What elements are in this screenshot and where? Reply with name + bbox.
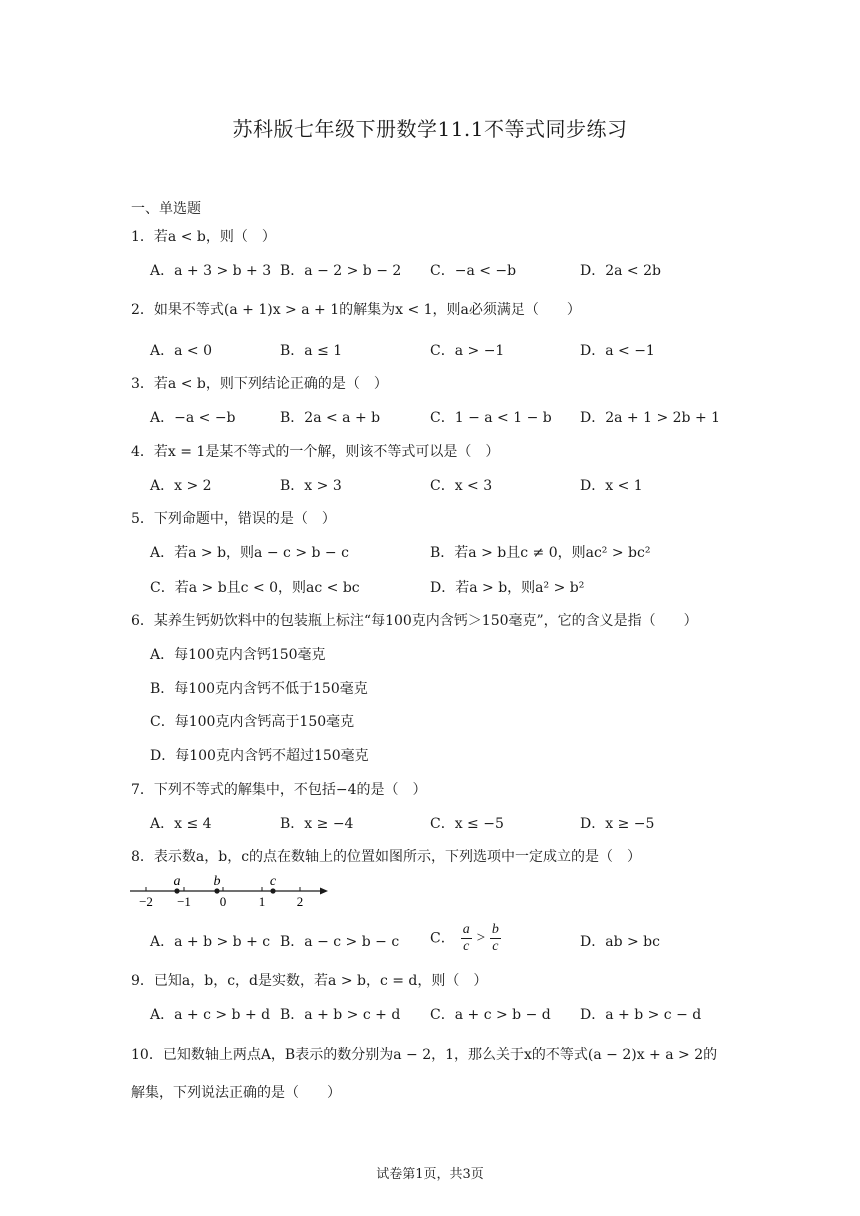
- fraction-denominator: c: [463, 939, 470, 954]
- question-stem: 5．下列命题中，错误的是（ ）: [131, 511, 336, 527]
- option-d: D．x ≥ −5: [580, 816, 655, 832]
- question-stem: 8．表示数a，b，c的点在数轴上的位置如图所示，下列选项中一定成立的是（ ）: [131, 849, 642, 865]
- option-d: D．2a + 1 > 2b + 1: [580, 410, 721, 426]
- option-a: A．每100克内含钙150毫克: [150, 647, 326, 663]
- option-b: B．x > 3: [280, 478, 342, 494]
- section-heading: 一、单选题: [131, 201, 201, 217]
- option-a: A．x ≤ 4: [150, 816, 212, 832]
- arrow-head-icon: [320, 888, 328, 895]
- point-label: b: [213, 874, 221, 889]
- question-stem: 1．若a < b，则（ ）: [131, 229, 276, 245]
- option-c: C．x < 3: [430, 478, 493, 494]
- option-c: C．1 − a < 1 − b: [430, 410, 552, 426]
- tick-label: 2: [296, 894, 304, 909]
- page-footer: 试卷第1页，共3页: [376, 1167, 484, 1182]
- tick-label: −1: [177, 894, 191, 909]
- fraction-denominator: c: [492, 939, 499, 954]
- option-c: C．a + c > b − d: [430, 1007, 551, 1023]
- option-a: A．a + b > b + c: [150, 934, 271, 950]
- option-b: B．a − 2 > b − 2: [280, 263, 402, 279]
- option-d: D．2a < 2b: [580, 263, 661, 279]
- option-d: D．每100克内含钙不超过150毫克: [150, 748, 369, 764]
- option-b: B．x ≥ −4: [280, 816, 354, 832]
- question-stem: 10．已知数轴上两点A，B表示的数分别为a − 2，1，那么关于x的不等式(a − 2)x + a > 2的: [131, 1047, 718, 1063]
- option-c-label: C．: [430, 930, 455, 947]
- option-a: A．−a < −b: [150, 410, 236, 426]
- point-c: [270, 888, 275, 893]
- question-stem: 3．若a < b，则下列结论正确的是（ ）: [131, 376, 388, 392]
- option-b: B．2a < a + b: [280, 410, 381, 426]
- question-stem: 9．已知a，b，c，d是实数，若a > b，c = d，则（ ）: [131, 973, 488, 989]
- fraction-numerator: b: [491, 922, 499, 937]
- option-a: A．若a > b，则a − c > b − c: [150, 545, 349, 561]
- option-d: D．x < 1: [580, 478, 643, 494]
- point-a: [174, 888, 179, 893]
- option-b: B．若a > b且c ≠ 0，则ac² > bc²: [430, 545, 651, 561]
- option-c: C．x ≤ −5: [430, 816, 504, 832]
- point-label: a: [173, 874, 181, 889]
- question-stem: 2．如果不等式(a + 1)x > a + 1的解集为x < 1，则a必须满足（ ）: [131, 302, 581, 318]
- option-d: D．a + b > c − d: [580, 1007, 702, 1023]
- option-c: C．每100克内含钙高于150毫克: [150, 714, 355, 730]
- number-line-figure: [128, 873, 338, 909]
- option-c: [430, 922, 501, 955]
- tick-label: −2: [139, 894, 153, 909]
- option-c: C．若a > b且c < 0，则ac < bc: [150, 580, 360, 596]
- option-b: B．每100克内含钙不低于150毫克: [150, 681, 368, 697]
- question-stem: 7．下列不等式的解集中，不包括−4的是（ ）: [131, 782, 427, 798]
- option-c: C．a > −1: [430, 343, 505, 359]
- option-b: B．a + b > c + d: [280, 1007, 401, 1023]
- fraction-numerator: a: [462, 922, 470, 937]
- fraction: [461, 922, 472, 955]
- fraction: [490, 922, 501, 955]
- option-a: A．x > 2: [150, 478, 212, 494]
- option-d: D．若a > b，则a² > b²: [430, 580, 585, 596]
- option-a: A．a < 0: [150, 343, 212, 359]
- question-stem: 6．某养生钙奶饮料中的包装瓶上标注“每100克内含钙＞150毫克”，它的含义是指（ ）: [131, 613, 698, 629]
- tick-label: 0: [219, 894, 227, 909]
- question-stem: 4．若x = 1是某不等式的一个解，则该不等式可以是（ ）: [131, 444, 500, 460]
- option-d: D．a < −1: [580, 343, 655, 359]
- option-a: A．a + c > b + d: [150, 1007, 271, 1023]
- option-c: C．−a < −b: [430, 263, 517, 279]
- question-stem-continued: 解集，下列说法正确的是（ ）: [131, 1085, 341, 1101]
- option-a: A．a + 3 > b + 3: [150, 263, 272, 279]
- page-title: 苏科版七年级下册数学11.1不等式同步练习: [232, 117, 628, 141]
- point-b: [214, 888, 219, 893]
- option-b: B．a − c > b − c: [280, 934, 400, 950]
- tick-label: 1: [258, 894, 266, 909]
- option-b: B．a ≤ 1: [280, 343, 343, 359]
- point-label: c: [269, 874, 277, 889]
- option-d: D．ab > bc: [580, 934, 660, 950]
- fraction-operator: >: [475, 930, 486, 946]
